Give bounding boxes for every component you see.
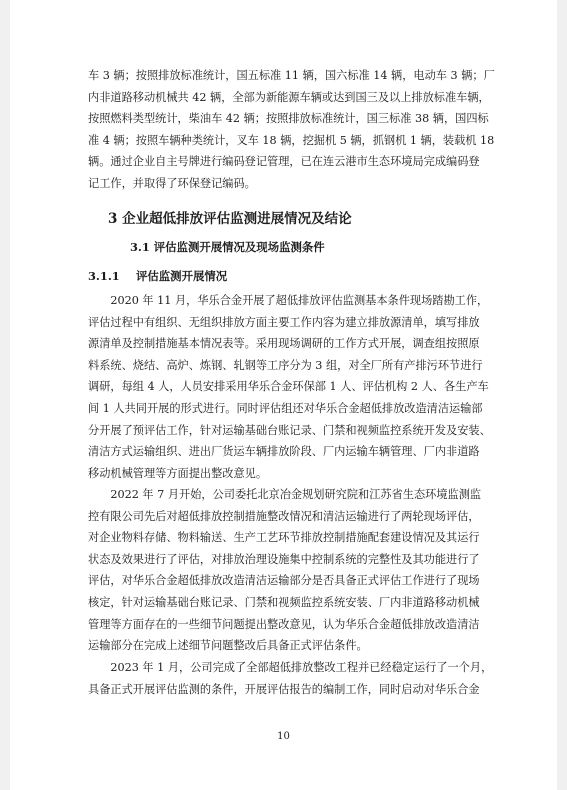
text-line: 调研，每组 4 人，人员安排采用华乐合金环保部 1 人、评估机构 2 人、各生产车 <box>88 380 489 394</box>
text-line: 评估过程中有组织、无组织排放方面主要工作内容为建立排放源清单，填写排放 <box>88 315 480 329</box>
text-line: 2023 年 1 月，公司完成了全部超低排放整改工程并已经稳定运行了一个月， <box>88 661 493 674</box>
text-line: 核定，针对运输基础台账记录、门禁和视频监控系统安装、厂内非道路移动机械 <box>88 595 480 609</box>
text-line: 车 3 辆；按照排放标准统计，国五标准 11 辆，国六标准 14 辆，电动车 3 辆；厂 <box>88 69 495 82</box>
paragraph-2020-survey <box>88 290 500 484</box>
text-line: 管理等方面存在的一些细节问题提出整改意见，认为华乐合金超低排放改造清洁 <box>88 617 480 631</box>
text-line: 具备正式开展评估监测的条件，开展评估报告的编制工作，同时启动对华乐合金 <box>88 682 480 696</box>
section-heading-3: 3 企业超低排放评估监测进展情况及结论 <box>108 211 352 227</box>
paragraph-2022-evaluation <box>88 484 500 657</box>
document-page <box>10 0 557 790</box>
text-line: 移动机械管理等方面提出整改意见。 <box>88 466 268 480</box>
paragraph-2023-completion <box>88 657 500 700</box>
text-line: 内非道路移动机械共 42 辆，全部为新能源车辆或达到国三及以上排放标准车辆， <box>88 90 490 104</box>
text-line: 2022 年 7 月开始，公司委托北京冶金规划研究院和江苏省生态环境监测监 <box>88 488 482 501</box>
text-line: 状态及效果进行了评估，对排放治理设施集中控制系统的完整性及其功能进行了 <box>88 552 480 566</box>
paragraph-vehicle-statistics <box>88 65 500 195</box>
text-line: 准 4 辆；按照车辆种类统计，叉车 18 辆，挖掘机 5 辆，抓钢机 1 辆，装载机 18 <box>88 133 495 147</box>
text-line: 辆。通过企业自主号牌进行编码登记管理，已在连云港市生态环境局完成编码登 <box>88 155 480 169</box>
text-line: 清洁方式运输组织、进出厂货运车辆排放阶段、厂内运输车辆管理、厂内非道路 <box>88 445 480 459</box>
text-line: 对企业物料存储、物料输送、生产工艺环节排放控制措施配套建设情况及其运行 <box>88 531 480 545</box>
section-heading-3-1-1 <box>88 268 227 284</box>
page-number: 10 <box>277 731 290 742</box>
section-title: 评估监测开展情况 <box>136 269 228 283</box>
text-line: 2020 年 11 月，华乐合金开展了超低排放评估监测基本条件现场踏勘工作， <box>88 294 489 307</box>
section-number: 3.1.1 <box>88 269 120 283</box>
text-line: 源清单及控制措施基本情况表等。采用现场调研的工作方式开展，调查组按照原 <box>88 337 480 351</box>
text-line: 料系统、烧结、高炉、炼钢、轧钢等工序分为 3 组，对全厂所有产排污环节进行 <box>88 358 483 372</box>
text-line: 评估，对华乐合金超低排放改造清洁运输部分是否具备正式评估工作进行了现场 <box>88 574 480 588</box>
text-line: 记工作，并取得了环保登记编码。 <box>88 176 256 190</box>
text-line: 控有限公司先后对超低排放控制措施整改情况和清洁运输进行了两轮现场评估， <box>88 509 480 523</box>
text-line: 按照燃料类型统计，柴油车 42 辆；按照排放标准统计，国三标准 38 辆，国四标 <box>88 112 489 126</box>
text-line: 间 1 人共同开展的形式进行。同时评估组还对华乐合金超低排放改造清洁运输部 <box>88 401 483 415</box>
text-line: 分开展了预评估工作，针对运输基础台账记录、门禁和视频监控系统开发及安装、 <box>88 423 491 437</box>
section-heading-3-1: 3.1 评估监测开展情况及现场监测条件 <box>130 240 325 254</box>
text-line: 运输部分在完成上述细节问题整改后具备正式评估条件。 <box>88 639 368 653</box>
